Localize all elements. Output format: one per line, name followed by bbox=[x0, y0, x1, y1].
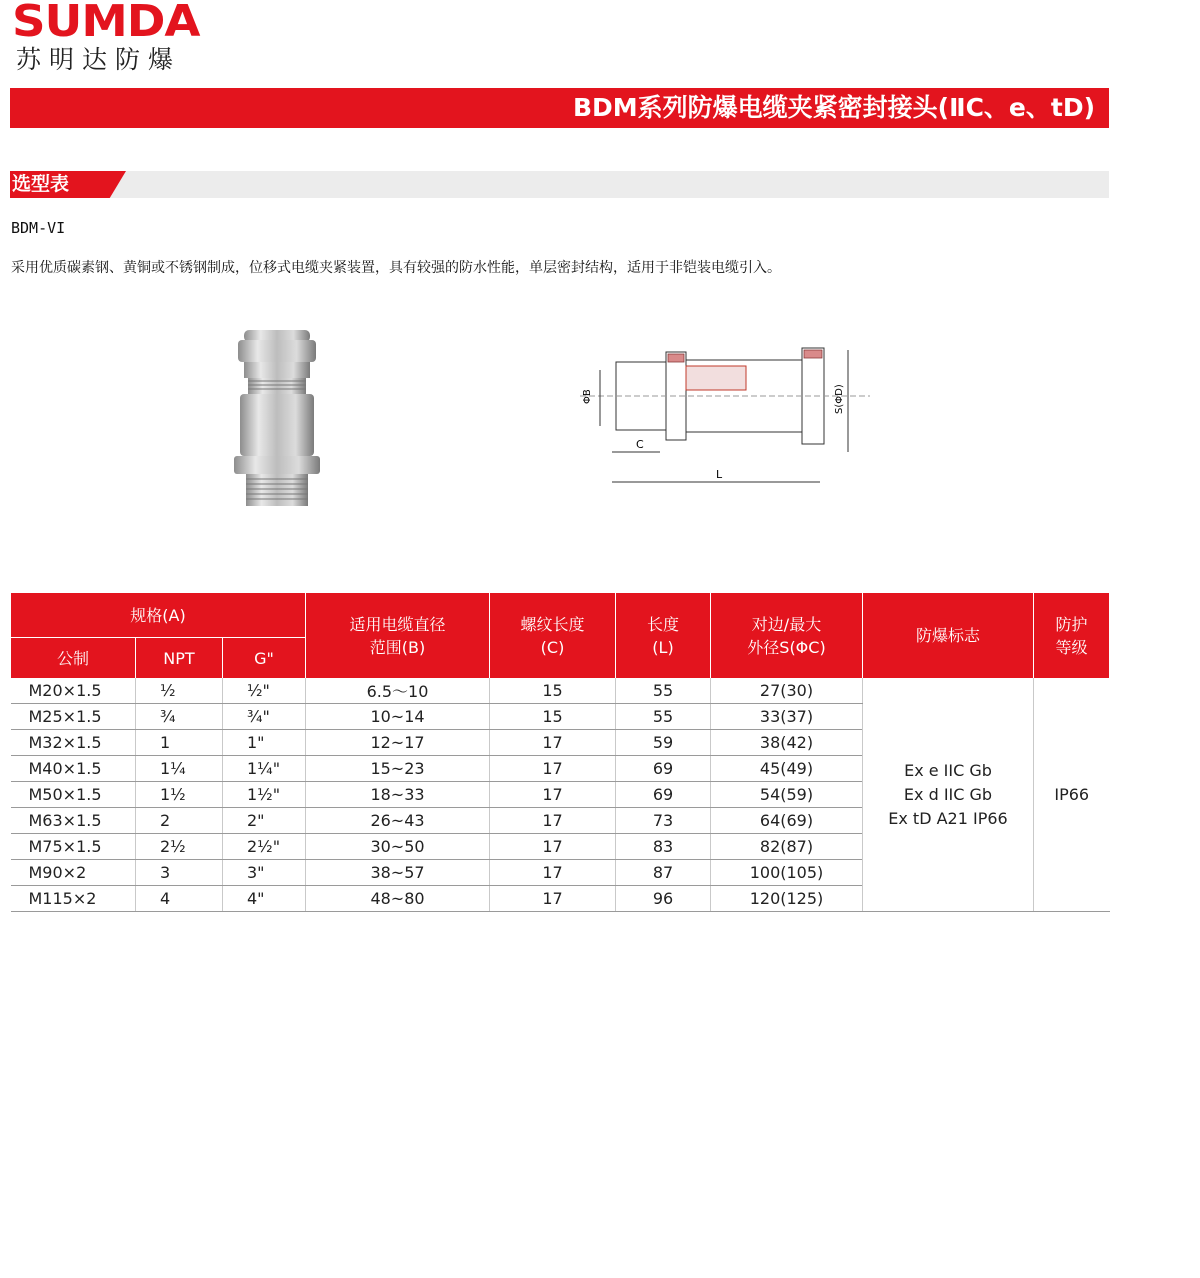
cell-thread: 15 bbox=[490, 678, 616, 704]
cell-thread: 17 bbox=[490, 782, 616, 808]
cell-npt: 2 bbox=[136, 808, 223, 834]
cell-metric: M75×1.5 bbox=[11, 834, 136, 860]
photo-threads bbox=[248, 378, 306, 394]
cell-thread: 17 bbox=[490, 730, 616, 756]
cell-metric: M25×1.5 bbox=[11, 704, 136, 730]
cell-metric: M115×2 bbox=[11, 886, 136, 912]
cell-length: 69 bbox=[616, 782, 711, 808]
header-spec: 规格(A) bbox=[11, 593, 306, 638]
header-across: 对边/最大 外径S(ΦC) bbox=[711, 593, 863, 678]
cell-length: 96 bbox=[616, 886, 711, 912]
cell-length: 69 bbox=[616, 756, 711, 782]
brand-logo: SUMDA bbox=[12, 0, 200, 47]
cell-g: ¾" bbox=[223, 704, 306, 730]
drawing-label-l: L bbox=[716, 468, 723, 481]
cell-range: 15~23 bbox=[306, 756, 490, 782]
cell-range: 18~33 bbox=[306, 782, 490, 808]
photo-bottom-thread bbox=[246, 474, 308, 506]
cell-npt: 2½ bbox=[136, 834, 223, 860]
photo-hex-base bbox=[234, 456, 320, 474]
cell-thread: 17 bbox=[490, 756, 616, 782]
cell-length: 55 bbox=[616, 678, 711, 704]
photo-body bbox=[240, 394, 314, 456]
model-code: BDM-VI bbox=[11, 219, 66, 237]
cell-range: 6.5～10 bbox=[306, 678, 490, 704]
header-ex-mark: 防爆标志 bbox=[863, 593, 1034, 678]
cell-metric: M32×1.5 bbox=[11, 730, 136, 756]
drawing-label-s: S(ΦD) bbox=[834, 384, 845, 414]
spec-table bbox=[10, 593, 1110, 912]
cell-across: 64(69) bbox=[711, 808, 863, 834]
cell-thread: 17 bbox=[490, 834, 616, 860]
cell-across: 82(87) bbox=[711, 834, 863, 860]
header-metric: 公制 bbox=[11, 638, 136, 679]
cell-g: 1¼" bbox=[223, 756, 306, 782]
cell-g: 1½" bbox=[223, 782, 306, 808]
cell-length: 87 bbox=[616, 860, 711, 886]
cell-thread: 17 bbox=[490, 860, 616, 886]
brand-subtitle: 苏明达防爆 bbox=[16, 45, 182, 74]
title-bar bbox=[10, 88, 1109, 128]
cell-metric: M90×2 bbox=[11, 860, 136, 886]
cell-g: ½" bbox=[223, 678, 306, 704]
cell-metric: M20×1.5 bbox=[11, 678, 136, 704]
header-length: 长度 (L) bbox=[616, 593, 711, 678]
cell-range: 38~57 bbox=[306, 860, 490, 886]
cell-npt: ½ bbox=[136, 678, 223, 704]
technical-drawing bbox=[580, 340, 870, 500]
cell-g: 1" bbox=[223, 730, 306, 756]
cell-ex-marks: Ex e IIC Gb Ex d IIC Gb Ex tD A21 IP66 bbox=[863, 678, 1034, 912]
header-protection: 防护 等级 bbox=[1034, 593, 1110, 678]
cell-g: 2½" bbox=[223, 834, 306, 860]
cell-metric: M50×1.5 bbox=[11, 782, 136, 808]
page-title: BDM系列防爆电缆夹紧密封接头(ⅡC、e、tD) bbox=[572, 93, 1095, 122]
header-npt: NPT bbox=[136, 638, 223, 679]
cell-metric: M63×1.5 bbox=[11, 808, 136, 834]
product-photo bbox=[222, 322, 332, 517]
cell-npt: ¾ bbox=[136, 704, 223, 730]
header-g: G" bbox=[223, 638, 306, 679]
cell-range: 48~80 bbox=[306, 886, 490, 912]
cell-across: 33(37) bbox=[711, 704, 863, 730]
cell-thread: 17 bbox=[490, 886, 616, 912]
cell-g: 4" bbox=[223, 886, 306, 912]
cell-protection: IP66 bbox=[1034, 678, 1110, 912]
drawing-thread-section bbox=[616, 362, 666, 430]
drawing-label-b: ΦB bbox=[582, 389, 593, 404]
cell-across: 120(125) bbox=[711, 886, 863, 912]
cell-range: 30~50 bbox=[306, 834, 490, 860]
table-row bbox=[11, 678, 1110, 704]
photo-collar bbox=[244, 362, 310, 378]
cell-thread: 15 bbox=[490, 704, 616, 730]
cell-range: 26~43 bbox=[306, 808, 490, 834]
product-description: 采用优质碳素钢、黄铜或不锈钢制成，位移式电缆夹紧装置，具有较强的防水性能，单层密封结构，适用于非铠装电缆引入。 bbox=[11, 260, 781, 276]
cell-across: 27(30) bbox=[711, 678, 863, 704]
cell-g: 2" bbox=[223, 808, 306, 834]
cell-npt: 1¼ bbox=[136, 756, 223, 782]
drawing-seal bbox=[686, 366, 746, 390]
header-thread-length: 螺纹长度 (C) bbox=[490, 593, 616, 678]
cell-npt: 3 bbox=[136, 860, 223, 886]
header-cable-range: 适用电缆直径 范围(B) bbox=[306, 593, 490, 678]
cell-npt: 1½ bbox=[136, 782, 223, 808]
section-label: 选型表 bbox=[12, 173, 70, 195]
cell-across: 100(105) bbox=[711, 860, 863, 886]
cell-across: 38(42) bbox=[711, 730, 863, 756]
section-bar bbox=[10, 171, 1109, 198]
cell-across: 54(59) bbox=[711, 782, 863, 808]
cell-length: 83 bbox=[616, 834, 711, 860]
photo-nut bbox=[238, 340, 316, 362]
cell-length: 59 bbox=[616, 730, 711, 756]
cell-range: 12~17 bbox=[306, 730, 490, 756]
cell-npt: 1 bbox=[136, 730, 223, 756]
cell-length: 55 bbox=[616, 704, 711, 730]
cell-range: 10~14 bbox=[306, 704, 490, 730]
cell-npt: 4 bbox=[136, 886, 223, 912]
cell-g: 3" bbox=[223, 860, 306, 886]
drawing-label-c: C bbox=[636, 438, 644, 451]
cell-metric: M40×1.5 bbox=[11, 756, 136, 782]
cell-length: 73 bbox=[616, 808, 711, 834]
cell-across: 45(49) bbox=[711, 756, 863, 782]
cell-thread: 17 bbox=[490, 808, 616, 834]
